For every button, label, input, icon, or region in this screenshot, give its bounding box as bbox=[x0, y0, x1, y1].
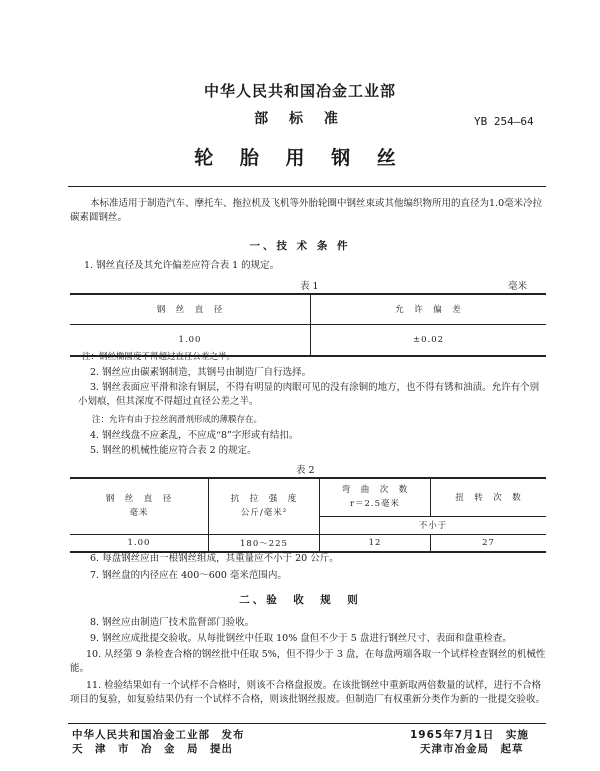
clause-1: 1. 钢丝直径及其允许偏差应符合表 1 的规定。 bbox=[84, 260, 280, 271]
footer-issuer: 中华人民共和国冶金工业部 发布 bbox=[72, 729, 245, 741]
clause-9: 9. 钢丝应成批提交验收。从每批钢丝中任取 10% 盘但不少于 5 盘进行钢丝尺寸、表面和盘重检查。 bbox=[90, 633, 512, 644]
footer-date: 1965年7月1日 实施 bbox=[410, 729, 529, 741]
header-divider bbox=[68, 186, 546, 187]
clause-2: 2. 钢丝应由碳素钢制造，其钢号由制造厂自行选择。 bbox=[90, 367, 312, 378]
clause-4: 4. 钢丝线盘不应紊乱，不应成“8”字形或有结扣。 bbox=[90, 430, 299, 441]
table2-cell-bend: 12 bbox=[320, 534, 431, 552]
footer-divider bbox=[68, 723, 546, 724]
table1-header-row bbox=[70, 294, 546, 324]
table2-header-bend bbox=[320, 478, 431, 516]
note-ovality: 注：钢丝椭圆度不得超过直径公差之半。 bbox=[82, 352, 236, 362]
clause-11: 11. 检验结果如有一个试样不合格时，则该不合格盘报废。在该批钢丝中重新取两倍数量的试样，进行不合格项目的复验，如复验结果仍有一个试样不合格，则该批钢丝报废。但制造厂有权重新分类作为新的一批提交验收。 bbox=[70, 680, 546, 705]
clause-3: 3. 钢丝表面应平滑和涂有铜层，不得有明显的肉眼可见的没有涂铜的地方，也不得有锈和油渍。允许有个别小划痕，但其深度不得超过直径公差之半。 bbox=[78, 382, 540, 407]
footer-drafter: 天津市冶金局 起草 bbox=[420, 743, 524, 755]
table2-cell-tensile: 180～225 bbox=[209, 534, 320, 552]
table1-label: 表 1 bbox=[300, 281, 319, 292]
table2-header-tensile bbox=[209, 478, 320, 534]
table1-cell-tolerance: ±0.02 bbox=[311, 324, 547, 356]
standard-code: YB 254—64 bbox=[474, 115, 534, 128]
table2-cell-diameter: 1.00 bbox=[70, 534, 209, 552]
table2-row bbox=[70, 534, 546, 552]
table2-cell-twist: 27 bbox=[431, 534, 547, 552]
clause-10: 10. 从经第 9 条检查合格的钢丝批中任取 5%，但不得少于 3 盘，在每盘两端各取一个试样检查钢丝的机械性能。 bbox=[70, 649, 546, 674]
table2-header-twist: 扭 转 次 数 bbox=[431, 478, 547, 516]
note-scratch: 注：允许有由于拉丝润滑剂形成的薄膜存在。 bbox=[92, 415, 263, 425]
table2-header-tensile-unit: 公斤/毫米² bbox=[240, 508, 288, 519]
table2-header-bend-label: 弯 曲 次 数 bbox=[341, 485, 409, 496]
table1-header-diameter: 钢 丝 直 径 bbox=[70, 294, 311, 324]
intro-paragraph: 本标准适用于制造汽车、摩托车、拖拉机及飞机等外胎轮圈中钢丝束或其他编织物所用的直径为1.0毫米冷拉碳素圆钢丝。 bbox=[70, 198, 543, 223]
clause-7: 7. 钢丝盘的内径应在 400～600 毫米范围内。 bbox=[90, 570, 287, 581]
clause-8: 8. 钢丝应由制造厂技术监督部门验收。 bbox=[90, 617, 255, 628]
footer-proposer: 天 津 市 冶 金 局 提出 bbox=[72, 743, 233, 755]
section-title-acceptance: 二、验 收 规 则 bbox=[239, 594, 361, 606]
table2-header-tensile-label: 抗 拉 强 度 bbox=[230, 494, 298, 505]
table2-header-not-less-than: 不小于 bbox=[320, 516, 547, 534]
table2 bbox=[70, 477, 546, 553]
section-title-technical: 一、技 术 条 件 bbox=[249, 240, 351, 252]
table1-header-tolerance: 允 许 偏 差 bbox=[311, 294, 547, 324]
clause-6: 6. 每盘钢丝应由一根钢丝组成，其重量应不小于 20 公斤。 bbox=[90, 553, 339, 564]
table2-header-row-1 bbox=[70, 478, 546, 516]
standard-label: 部 标 准 bbox=[254, 111, 346, 127]
table1-unit: 毫米 bbox=[508, 281, 528, 292]
table2-header-diameter-unit: 毫米 bbox=[129, 508, 149, 519]
table1-cell-diameter: 1.00 bbox=[70, 324, 311, 356]
table2-header-diameter bbox=[70, 478, 209, 534]
table1 bbox=[70, 293, 546, 357]
page-title: 轮 胎 用 钢 丝 bbox=[194, 147, 406, 169]
table2-header-bend-radius: r＝2.5毫米 bbox=[349, 499, 401, 510]
table2-label: 表 2 bbox=[296, 465, 315, 476]
clause-5: 5. 钢丝的机械性能应符合表 2 的规定。 bbox=[90, 445, 257, 456]
ministry-name: 中华人民共和国冶金工业部 bbox=[203, 82, 396, 100]
table2-header-diameter-label: 钢 丝 直 径 bbox=[105, 494, 173, 505]
